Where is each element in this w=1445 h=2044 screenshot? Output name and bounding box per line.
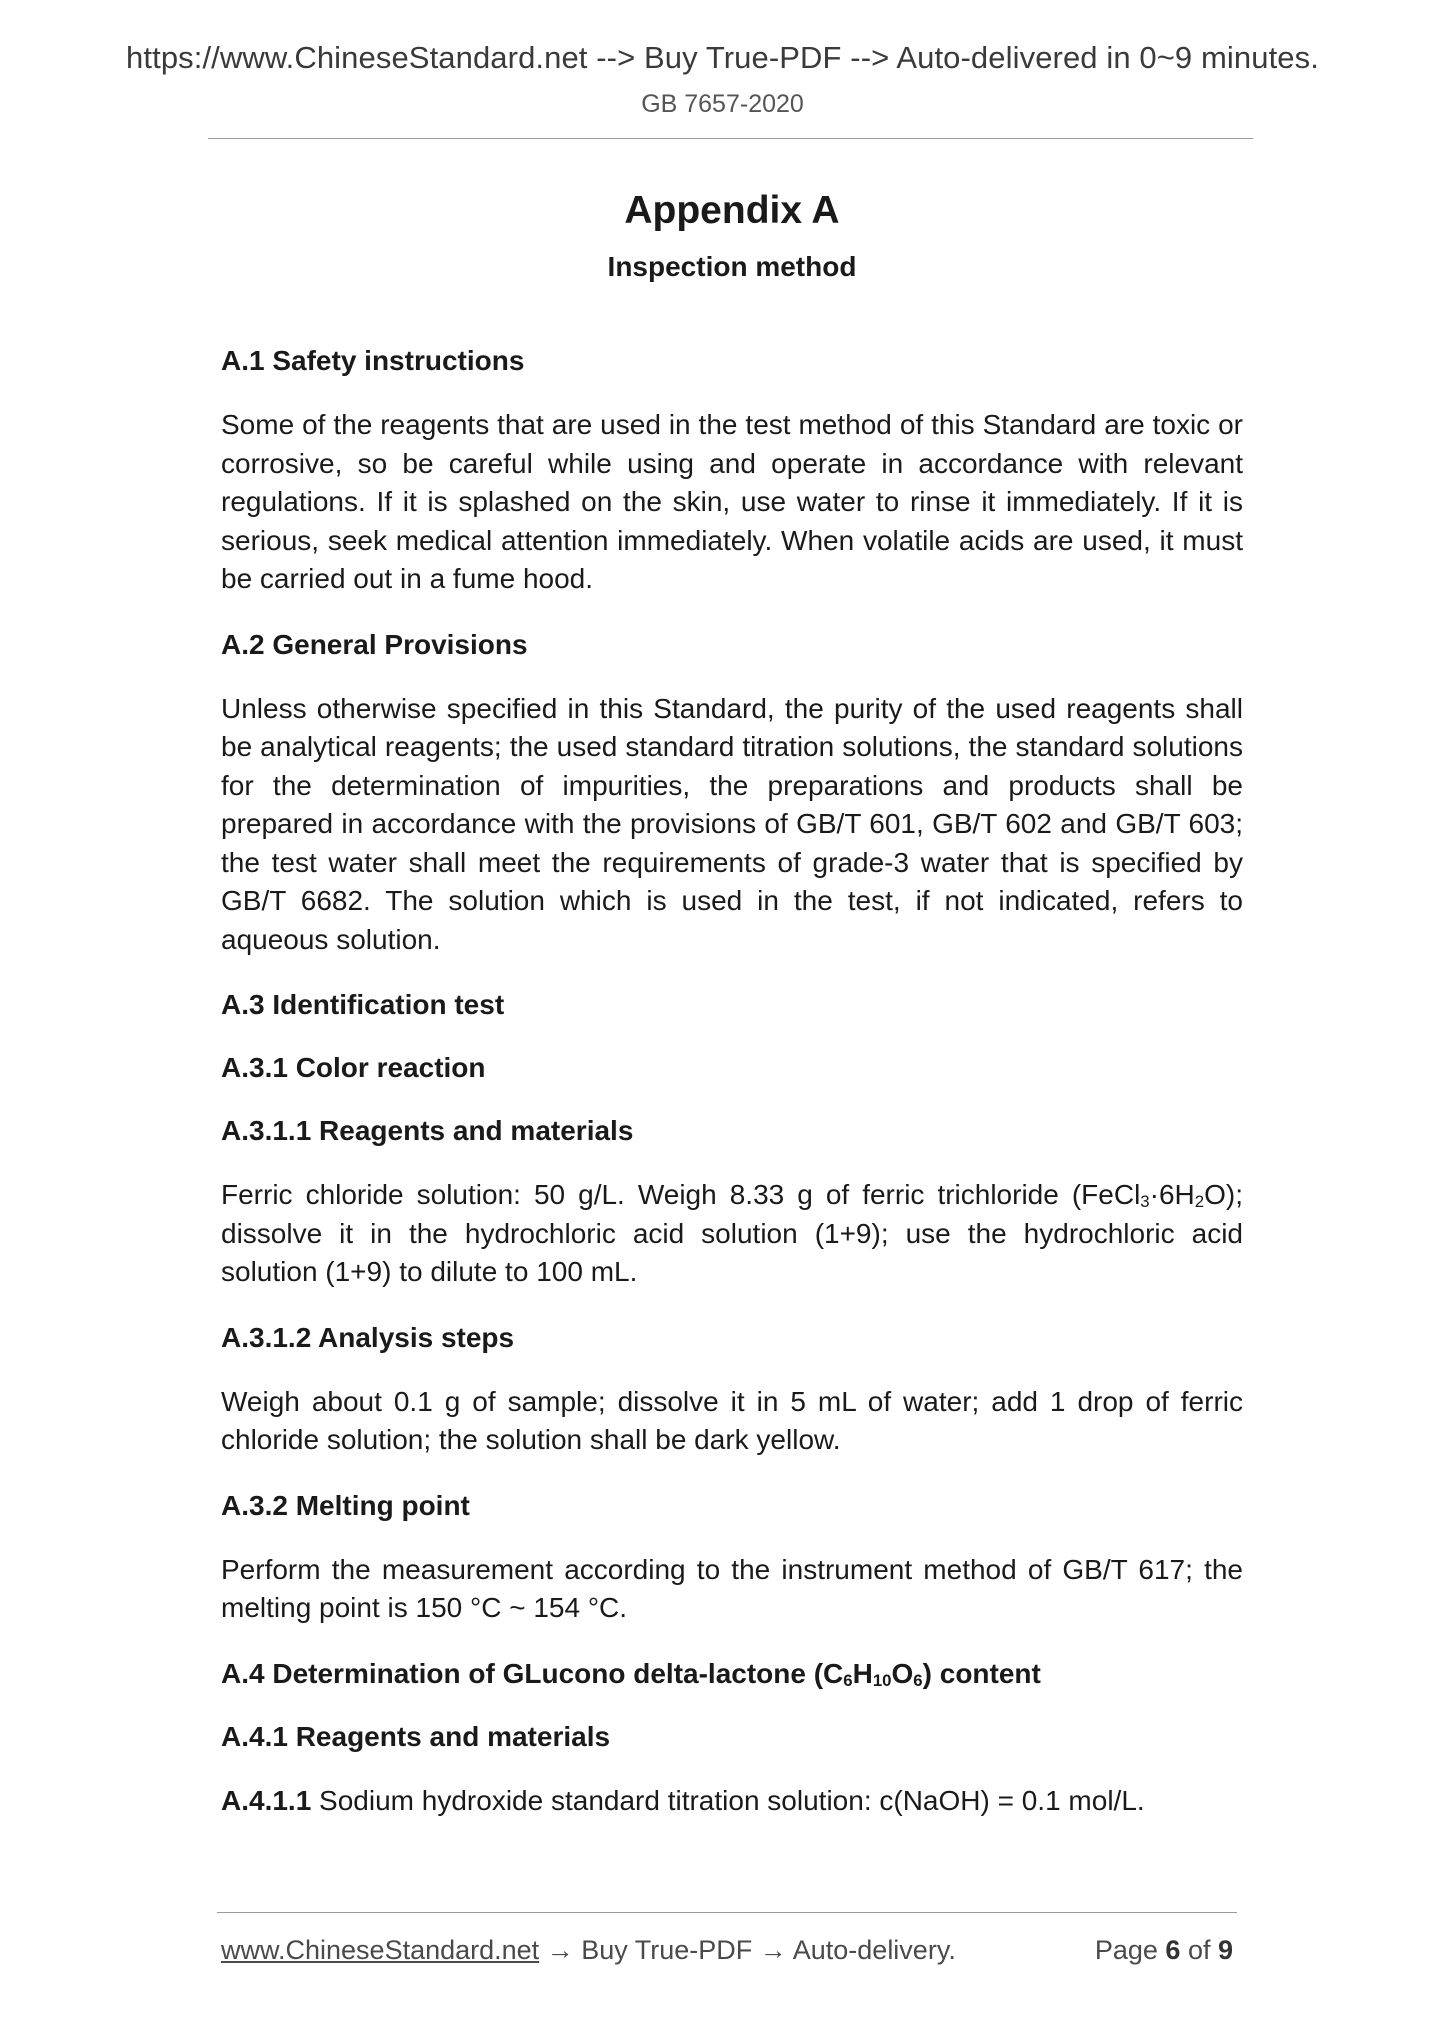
current-page-number: 6 (1165, 1935, 1181, 1965)
section-a1-body: Some of the reagents that are used in the test method of this Standard are toxic or corrosive, so be careful while using and operate in accordance with relevant regulations. If it is splashed on the skin, use water to rinse it immediately. If it is serious, seek medical attention immediately. When volatile acids are used, it must be carried out in a fume hood. (221, 409, 1243, 594)
page-footer (221, 1935, 1233, 1966)
section-a32-body: Perform the measurement according to the instrument method of GB/T 617; the melting point is 150 °C ~ 154 °C. (221, 1553, 1243, 1623)
section-a2-heading: A.2 General Provisions (221, 628, 528, 660)
section-a3-heading: A.3 Identification test (221, 989, 505, 1020)
page-indicator: Page 6 of 9 (1094, 1935, 1233, 1965)
section-a312-heading: A.3.1.2 Analysis steps (221, 1321, 515, 1353)
section-a411-label: A.4.1.1 (221, 1784, 312, 1816)
section-a41-heading: A.4.1 Reagents and materials (221, 1720, 611, 1752)
footer-tagline: → Buy True-PDF → Auto-delivery. (539, 1935, 956, 1965)
total-pages-number: 9 (1217, 1935, 1233, 1965)
appendix-title: Appendix A (624, 189, 840, 232)
section-a4-heading: A.4 Determination of GLucono delta-lactone $(C_6H_{10}O_6)$ content (221, 1657, 1041, 1690)
section-a1-heading: A.1 Safety instructions (221, 345, 525, 376)
source-banner: https://www.ChineseStandard.net --> Buy True-PDF --> Auto-delivered in 0~9 minutes. (126, 40, 1319, 75)
document-body (221, 188, 1243, 1820)
section-a32-heading: A.3.2 Melting point (221, 1489, 470, 1521)
section-a311-body: Ferric chloride solution: 50 g/L. Weigh 8.33 g of ferric trichloride $(FeCl_3\cdot 6H_2O)$; dissolve it in the hydrochloric acid solution (1+9); use the hydrochloric acid solution (1+9) to dilute to 100 mL. (221, 1179, 1243, 1287)
document-code: GB 7657-2020 (641, 90, 804, 118)
section-a2-body: Unless otherwise specified in this Standard, the purity of the used reagents shall be analytical reagents; the used standard titration solutions, the standard solutions for the determination of impurities, the preparations and products shall be prepared in accordance with the provisions of GB/T 601, GB/T 602 and GB/T 603; the test water shall meet the requirements of grade-3 water that is specified by GB/T 6682. The solution which is used in the test, if not indicated, refers to aqueous solution. (221, 692, 1243, 955)
section-a31-heading: A.3.1 Color reaction (221, 1052, 486, 1083)
section-a311-heading: A.3.1.1 Reagents and materials (221, 1115, 634, 1146)
footer-site-link[interactable]: www.ChineseStandard.net (221, 1935, 540, 1965)
appendix-subtitle: Inspection method (607, 251, 857, 282)
header-divider (208, 138, 1253, 139)
section-a312-body: Weigh about 0.1 g of sample; dissolve it in 5 mL of water; add 1 drop of ferric chloride solution; the solution shall be dark yellow. (221, 1385, 1243, 1455)
section-a411-body: A.4.1.1 Sodium hydroxide standard titration solution: c(NaOH) = 0.1 mol/L. (221, 1784, 1145, 1816)
footer-divider (217, 1912, 1237, 1913)
